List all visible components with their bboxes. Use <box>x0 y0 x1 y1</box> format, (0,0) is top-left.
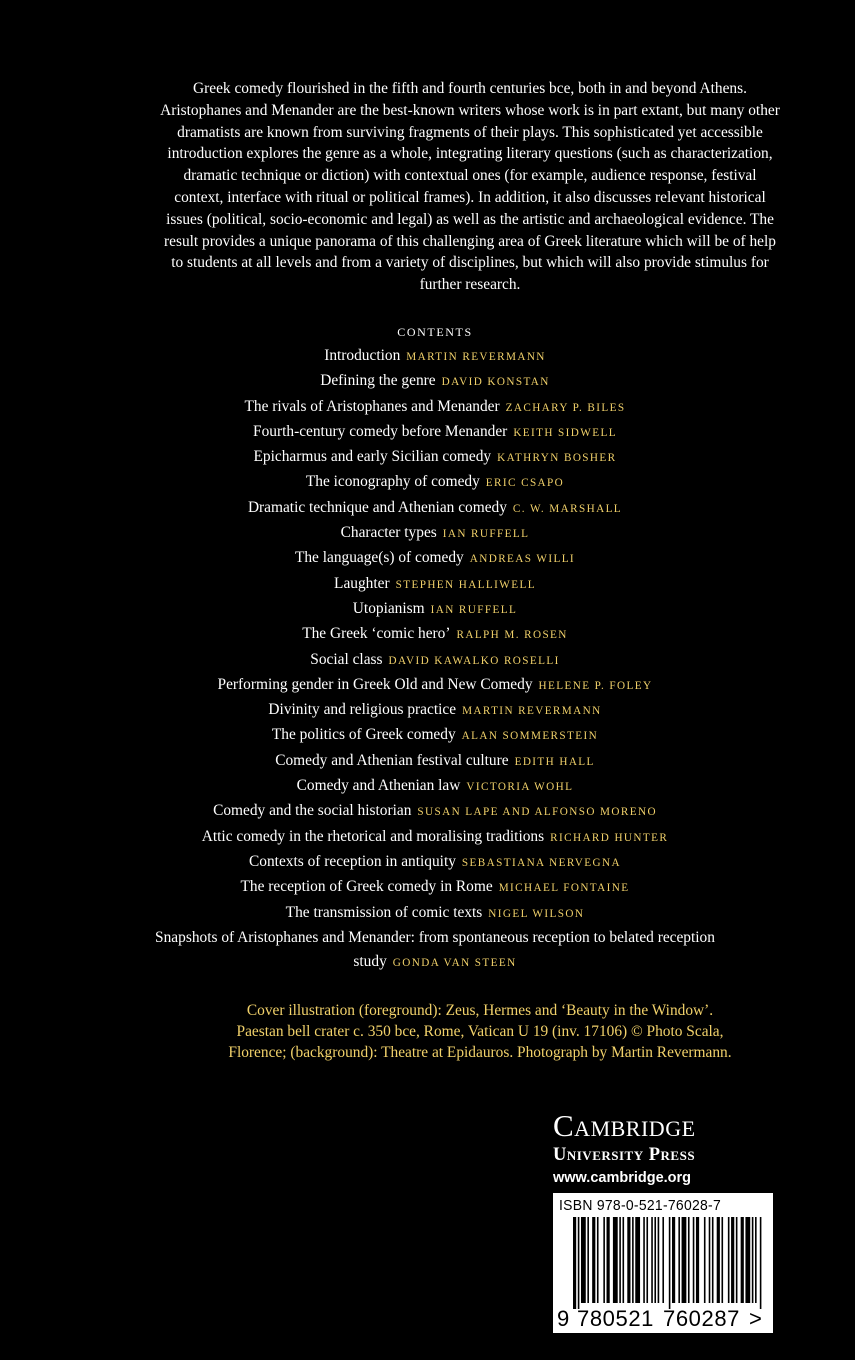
toc-entry-author: MARTIN REVERMANN <box>462 705 602 718</box>
publisher-name: Cambridge <box>553 1108 696 1143</box>
toc-entry-title: Comedy and the social historian <box>213 802 412 820</box>
barcode-bar <box>731 1217 734 1303</box>
toc-entry-title: Epicharmus and early Sicilian comedy <box>253 448 492 466</box>
toc-entry <box>150 648 720 673</box>
barcode-bar <box>678 1217 680 1303</box>
toc-entry-author: ZACHARY P. BILES <box>505 401 626 414</box>
publisher-logo <box>553 1108 783 1188</box>
blurb-text: Greek comedy flourished in the fifth and fourth centuries bce, both in and beyond Athens. Aristophanes and Menander are the best-known writers whose work is in part extant, but many other dramatists are known from surviving fragments of their plays. This sophisticated yet accessible introduction explores the genre as a whole, integrating literary questions (such as characterization, dramatic technique or diction) with contextual ones (for example, audience response, festival context, interface with ritual or political frames). In addition, it also discusses relevant historical issues (political, socio-economic and legal) as well as the artistic and archaeological evidence. The result provides a unique panorama of this challenging area of Greek literature which will be of help to students at all levels and from a variety of disciplines, but which will also provide stimulus for further research. <box>160 80 780 294</box>
barcode-bar <box>721 1217 723 1303</box>
toc-items <box>150 344 720 975</box>
barcode-bar <box>712 1217 714 1303</box>
barcode-digit-group1: 780521 <box>577 1306 655 1331</box>
toc-entry-title: The rivals of Aristophanes and Menander <box>244 397 500 415</box>
barcode-bar <box>573 1217 576 1309</box>
barcode-digits <box>557 1306 771 1332</box>
toc-entry <box>150 799 720 824</box>
barcode-bar <box>619 1217 621 1303</box>
toc-entry <box>150 749 720 774</box>
barcode-bar <box>597 1217 599 1303</box>
barcode-bar <box>581 1217 586 1303</box>
toc-entry-title: Performing gender in Greek Old and New Comedy <box>217 675 533 693</box>
barcode-bar <box>578 1217 580 1309</box>
toc-entry <box>150 774 720 799</box>
toc-entry <box>150 926 720 976</box>
toc-entry-title: Comedy and Athenian law <box>296 777 461 795</box>
barcode-bar <box>607 1217 610 1303</box>
toc-entry-title: Defining the genre <box>320 372 436 390</box>
toc-entry-author: VICTORIA WOHL <box>466 781 574 794</box>
barcode-bar <box>688 1217 690 1303</box>
barcode-bar <box>587 1217 589 1303</box>
toc-entry <box>150 369 720 394</box>
toc-entry <box>150 395 720 420</box>
barcode-bar <box>745 1217 750 1303</box>
toc-entry <box>150 901 720 926</box>
toc-entry-author: DAVID KONSTAN <box>441 376 550 389</box>
barcode-bar <box>741 1217 744 1303</box>
isbn-label: ISBN 978-0-521-76028-7 <box>559 1197 722 1214</box>
toc-entry-title: Divinity and religious practice <box>268 701 457 719</box>
toc-entry-title: The language(s) of comedy <box>294 549 464 567</box>
credit-line-3: Florence; (background): Theatre at Epidauros. Photograph by Martin Revermann. <box>228 1044 732 1061</box>
barcode-bar <box>728 1217 730 1303</box>
toc-entry <box>150 825 720 850</box>
toc-entry-author: KATHRYN BOSHER <box>497 452 617 465</box>
toc-entry-author: SEBASTIANA NERVEGNA <box>461 856 621 869</box>
toc-entry-author: RICHARD HUNTER <box>550 831 669 844</box>
toc-entry-title: Contexts of reception in antiquity <box>249 852 456 870</box>
barcode-bar <box>623 1217 625 1303</box>
toc-entry-title: The reception of Greek comedy in Rome <box>240 878 493 896</box>
barcode-bar <box>672 1217 675 1303</box>
barcode-bar <box>613 1217 618 1303</box>
toc-entry-title: Character types <box>340 524 437 542</box>
toc-entry <box>150 470 720 495</box>
toc-entry-title: The iconography of comedy <box>305 473 480 491</box>
barcode-bar <box>643 1217 645 1303</box>
toc-entry <box>150 698 720 723</box>
toc-entry-author: KEITH SIDWELL <box>513 426 617 439</box>
contents-list <box>150 322 720 975</box>
barcode-digit-trail: > <box>749 1306 763 1331</box>
toc-entry-title: Snapshots of Aristophanes and Menander: from spontaneous reception to belated reception study <box>155 928 715 971</box>
toc-entry-author: ANDREAS WILLI <box>469 553 576 566</box>
toc-entry-author: DAVID KAWALKO ROSELLI <box>388 654 560 667</box>
toc-entry-author: IAN RUFFELL <box>430 603 518 616</box>
barcode-bar <box>755 1217 757 1303</box>
toc-entry-author: STEPHEN HALLIWELL <box>395 578 536 591</box>
toc-entry <box>150 622 720 647</box>
barcode-bar <box>696 1217 699 1303</box>
toc-entry-title: The transmission of comic texts <box>285 903 483 921</box>
barcode-bar <box>736 1217 738 1303</box>
toc-entry-author: NIGEL WILSON <box>488 907 585 920</box>
barcode-bar <box>760 1217 762 1309</box>
toc-entry-title: The Greek ‘comic hero’ <box>302 625 451 643</box>
credit-line-1: Cover illustration (foreground): Zeus, Hermes and ‘Beauty in the Window’. <box>246 1002 714 1019</box>
barcode-bar <box>717 1217 720 1303</box>
toc-entry-author: SUSAN LAPE AND ALFONSO MORENO <box>417 806 657 819</box>
barcode-digit-lead: 9 <box>557 1306 570 1331</box>
barcode-bar <box>752 1217 754 1303</box>
barcode-bar <box>635 1217 640 1303</box>
barcode-bar <box>627 1217 630 1303</box>
barcode-bar <box>651 1217 653 1303</box>
barcode-bar <box>654 1217 656 1303</box>
toc-entry <box>150 572 720 597</box>
barcode <box>553 1193 773 1333</box>
barcode-bar <box>646 1217 648 1303</box>
toc-entry-title: Utopianism <box>352 599 425 617</box>
toc-entry-author: EDITH HALL <box>514 755 595 768</box>
toc-entry-author: C. W. MARSHALL <box>512 502 623 515</box>
toc-entry <box>150 875 720 900</box>
toc-entry-author: ERIC CSAPO <box>485 477 565 490</box>
toc-entry-title: Dramatic technique and Athenian comedy <box>247 498 507 516</box>
barcode-bar <box>662 1217 664 1303</box>
toc-entry <box>150 723 720 748</box>
toc-entry-title: Social class <box>310 650 383 668</box>
barcode-bar <box>704 1217 706 1303</box>
toc-entry <box>150 496 720 521</box>
back-cover-blurb <box>160 78 780 296</box>
toc-entry-author: ALAN SOMMERSTEIN <box>461 730 599 743</box>
toc-entry-title: Introduction <box>324 347 401 364</box>
toc-entry-author: HELENE P. FOLEY <box>538 679 653 692</box>
contents-heading: CONTENTS <box>397 325 473 339</box>
toc-entry-title: The politics of Greek comedy <box>271 726 456 744</box>
barcode-bar <box>592 1217 595 1303</box>
toc-entry-author: GONDA VAN STEEN <box>392 957 517 970</box>
toc-entry-title: Laughter <box>334 574 390 592</box>
barcode-bar <box>682 1217 687 1303</box>
toc-entry-title: Comedy and Athenian festival culture <box>275 751 509 769</box>
barcode-bar <box>603 1217 605 1303</box>
toc-entry <box>150 850 720 875</box>
barcode-digit-group2: 760287 <box>663 1306 741 1331</box>
toc-entry <box>150 546 720 571</box>
barcode-bars <box>573 1217 763 1309</box>
publisher-subtitle: University Press <box>553 1145 696 1165</box>
toc-entry-author: IAN RUFFELL <box>442 528 530 541</box>
toc-entry-title: Attic comedy in the rhetorical and moralising traditions <box>201 827 545 845</box>
toc-entry <box>150 673 720 698</box>
barcode-bar <box>632 1217 634 1303</box>
publisher-url: www.cambridge.org <box>553 1170 692 1186</box>
toc-entry-title: Fourth-century comedy before Menander <box>253 422 508 440</box>
toc-entry-author: MARTIN REVERMANN <box>406 351 546 363</box>
barcode-bar <box>693 1217 695 1303</box>
toc-entry <box>150 521 720 546</box>
barcode-bar <box>669 1217 671 1309</box>
toc-entry <box>150 344 720 369</box>
toc-entry <box>150 445 720 470</box>
toc-entry-author: RALPH M. ROSEN <box>456 629 568 642</box>
barcode-bar <box>709 1217 711 1303</box>
toc-entry <box>150 597 720 622</box>
cover-credit <box>150 1000 810 1063</box>
credit-line-2: Paestan bell crater c. 350 bce, Rome, Vatican U 19 (inv. 17106) © Photo Scala, <box>236 1023 724 1040</box>
toc-entry <box>150 420 720 445</box>
barcode-bar <box>658 1217 660 1303</box>
toc-entry-author: MICHAEL FONTAINE <box>498 882 630 895</box>
